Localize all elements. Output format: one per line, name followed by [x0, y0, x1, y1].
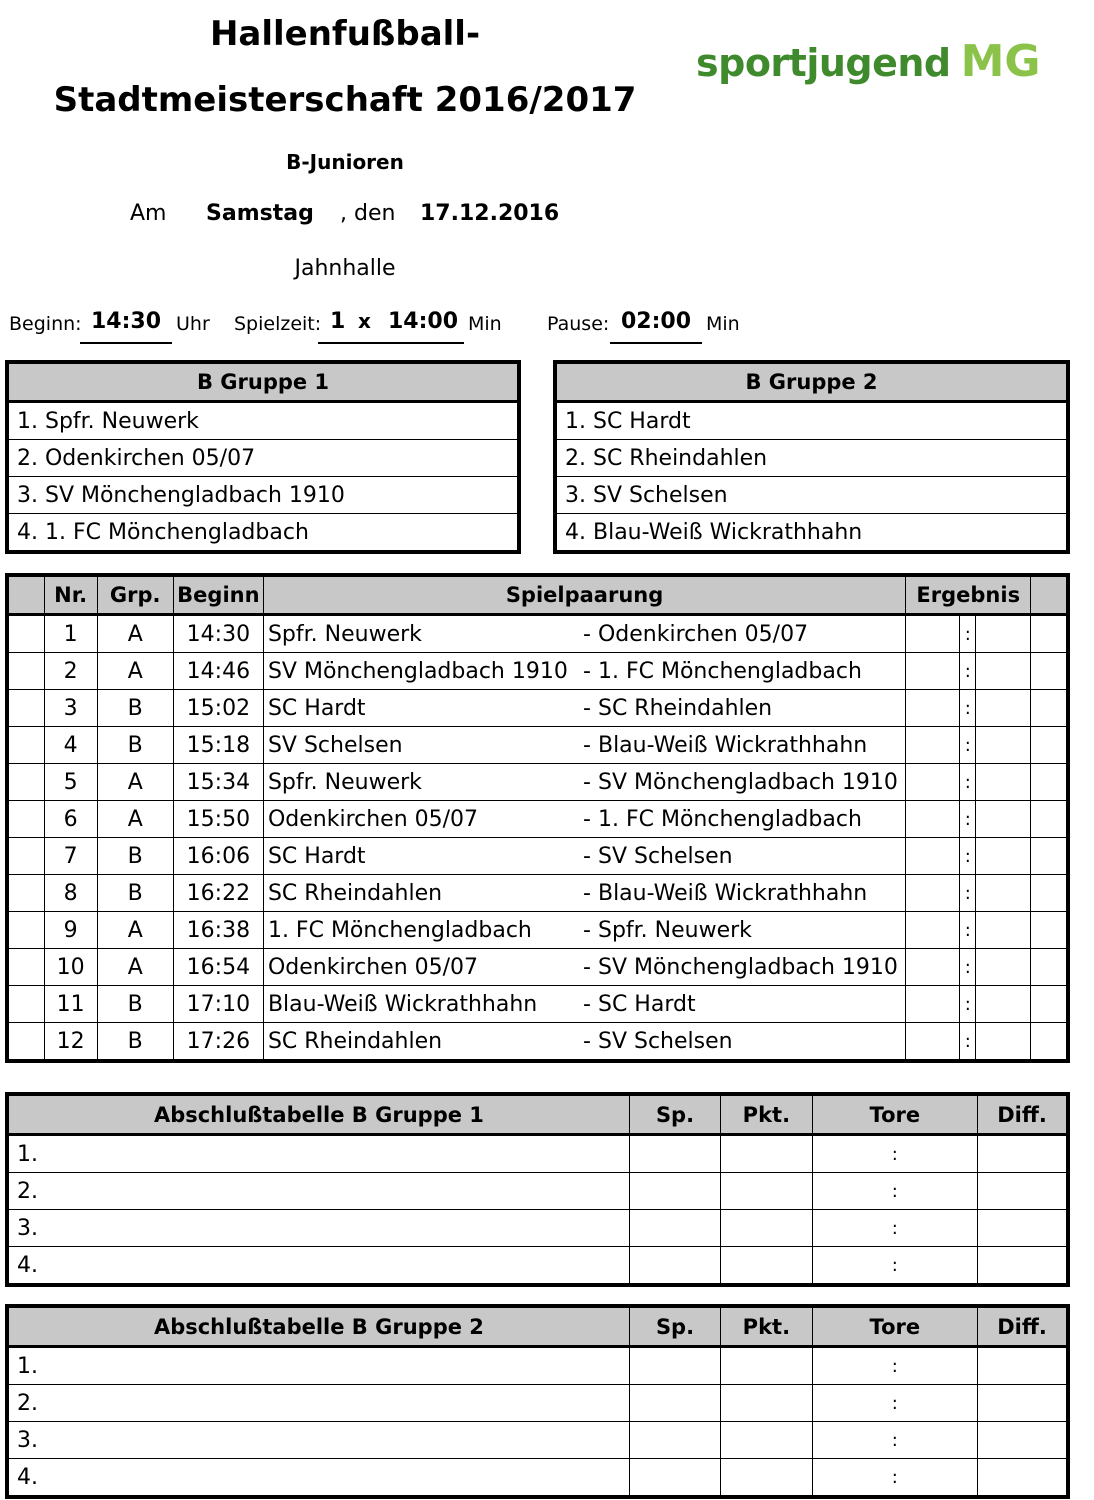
- final-table-1-col-sp: Sp.: [629, 1094, 720, 1135]
- result-home-field[interactable]: [906, 615, 960, 653]
- match-grp: A: [97, 764, 173, 801]
- page-title-line2: Stadtmeisterschaft 2016/2017: [53, 80, 637, 120]
- match-row: [7, 615, 1068, 653]
- match-nr: 6: [44, 801, 97, 838]
- match-blank-end: [1031, 801, 1068, 838]
- match-blank: [7, 801, 44, 838]
- group-1-team: 4. 1. FC Mönchengladbach: [7, 514, 519, 553]
- standings-sp-field[interactable]: [629, 1135, 720, 1173]
- match-away: - SC Rheindahlen: [579, 690, 906, 727]
- match-home: Spfr. Neuwerk: [263, 764, 579, 801]
- match-row: [7, 875, 1068, 912]
- playtime-x: x: [358, 309, 371, 333]
- standings-pkt-field[interactable]: [721, 1459, 812, 1498]
- date-mid: , den: [340, 201, 396, 226]
- result-away-field[interactable]: [976, 1023, 1031, 1062]
- match-time: 16:06: [173, 838, 263, 875]
- match-time: 15:34: [173, 764, 263, 801]
- standings-sp-field[interactable]: [629, 1385, 720, 1422]
- result-home-field[interactable]: [906, 801, 960, 838]
- match-grp: A: [97, 615, 173, 653]
- playtime-value: 14:00: [388, 309, 459, 334]
- match-away: - Blau-Weiß Wickrathhahn: [579, 875, 906, 912]
- match-nr: 12: [44, 1023, 97, 1062]
- match-time: 14:46: [173, 653, 263, 690]
- logo-mark: MG: [960, 36, 1041, 87]
- standings-row: [7, 1385, 1068, 1422]
- standings-row: [7, 1173, 1068, 1210]
- match-grp: B: [97, 690, 173, 727]
- group-2-team: 4. Blau-Weiß Wickrathhahn: [555, 514, 1068, 553]
- match-grp: A: [97, 801, 173, 838]
- standings-pkt-field[interactable]: [721, 1135, 812, 1173]
- match-home: SC Hardt: [263, 838, 579, 875]
- match-nr: 2: [44, 653, 97, 690]
- match-blank-end: [1031, 986, 1068, 1023]
- match-row: [7, 912, 1068, 949]
- match-home: SV Schelsen: [263, 727, 579, 764]
- standings-tore-separator: :: [812, 1247, 978, 1286]
- group-1-team: 2. Odenkirchen 05/07: [7, 440, 519, 477]
- group-1-team: 3. SV Mönchengladbach 1910: [7, 477, 519, 514]
- result-separator: :: [960, 838, 976, 875]
- standings-diff-field[interactable]: [978, 1135, 1068, 1173]
- standings-row: [7, 1459, 1068, 1498]
- standings-pkt-field[interactable]: [721, 1210, 812, 1247]
- match-row: [7, 690, 1068, 727]
- match-nr: 10: [44, 949, 97, 986]
- begin-label: Beginn:: [9, 313, 82, 335]
- match-blank: [7, 615, 44, 653]
- match-row: [7, 653, 1068, 690]
- final-table-2-title: Abschlußtabelle B Gruppe 2: [7, 1306, 629, 1347]
- result-away-field[interactable]: [976, 875, 1031, 912]
- playtime-field: [318, 308, 464, 344]
- date: 17.12.2016: [420, 201, 560, 226]
- result-separator: :: [960, 690, 976, 727]
- result-home-field[interactable]: [906, 690, 960, 727]
- playtime-unit: Min: [468, 313, 502, 335]
- group-2-team: 2. SC Rheindahlen: [555, 440, 1068, 477]
- match-blank: [7, 727, 44, 764]
- match-away: - SV Mönchengladbach 1910: [579, 949, 906, 986]
- final-table-2-col-sp: Sp.: [629, 1306, 720, 1347]
- schedule-header-grp: Grp.: [97, 575, 173, 615]
- result-away-field[interactable]: [976, 986, 1031, 1023]
- match-nr: 7: [44, 838, 97, 875]
- match-nr: 8: [44, 875, 97, 912]
- match-blank-end: [1031, 912, 1068, 949]
- standings-row: [7, 1210, 1068, 1247]
- match-away: - SC Hardt: [579, 986, 906, 1023]
- match-nr: 3: [44, 690, 97, 727]
- result-away-field[interactable]: [976, 801, 1031, 838]
- match-blank-end: [1031, 1023, 1068, 1062]
- standings-sp-field[interactable]: [629, 1347, 720, 1385]
- standings-row: [7, 1422, 1068, 1459]
- standings-sp-field[interactable]: [629, 1210, 720, 1247]
- group-1-team: 1. Spfr. Neuwerk: [7, 402, 519, 440]
- match-nr: 5: [44, 764, 97, 801]
- match-blank-end: [1031, 875, 1068, 912]
- match-nr: 11: [44, 986, 97, 1023]
- standings-diff-field[interactable]: [978, 1173, 1068, 1210]
- match-row: [7, 838, 1068, 875]
- group-2-team: 3. SV Schelsen: [555, 477, 1068, 514]
- pause-unit: Min: [706, 313, 740, 335]
- result-separator: :: [960, 912, 976, 949]
- match-nr: 4: [44, 727, 97, 764]
- standings-position: 3.: [7, 1422, 629, 1459]
- schedule-table: [5, 573, 1070, 1063]
- match-away: - 1. FC Mönchengladbach: [579, 653, 906, 690]
- match-blank-end: [1031, 690, 1068, 727]
- match-time: 15:50: [173, 801, 263, 838]
- match-blank-end: [1031, 949, 1068, 986]
- schedule-header-blank-end: [1031, 575, 1068, 615]
- match-away: - Odenkirchen 05/07: [579, 615, 906, 653]
- match-home: Odenkirchen 05/07: [263, 801, 579, 838]
- result-separator: :: [960, 986, 976, 1023]
- match-grp: B: [97, 1023, 173, 1062]
- result-home-field[interactable]: [906, 875, 960, 912]
- match-blank: [7, 764, 44, 801]
- result-home-field[interactable]: [906, 1023, 960, 1062]
- match-time: 15:18: [173, 727, 263, 764]
- standings-sp-field[interactable]: [629, 1247, 720, 1286]
- standings-sp-field[interactable]: [629, 1422, 720, 1459]
- result-home-field[interactable]: [906, 764, 960, 801]
- standings-diff-field[interactable]: [978, 1459, 1068, 1498]
- begin-unit: Uhr: [176, 313, 210, 335]
- result-home-field[interactable]: [906, 838, 960, 875]
- standings-position: 1.: [7, 1347, 629, 1385]
- final-table-2-col-pkt: Pkt.: [721, 1306, 812, 1347]
- group-1-table: [5, 360, 521, 554]
- group-2-table: [553, 360, 1070, 554]
- final-table-2-col-tore: Tore: [812, 1306, 978, 1347]
- logo-text: sportjugend: [696, 41, 951, 85]
- match-blank: [7, 986, 44, 1023]
- match-grp: B: [97, 986, 173, 1023]
- match-home: SC Hardt: [263, 690, 579, 727]
- result-away-field[interactable]: [976, 653, 1031, 690]
- playtime-label: Spielzeit:: [234, 313, 322, 335]
- date-prefix: Am: [130, 201, 167, 226]
- standings-tore-separator: :: [812, 1210, 978, 1247]
- match-home: SC Rheindahlen: [263, 875, 579, 912]
- standings-pkt-field[interactable]: [721, 1173, 812, 1210]
- standings-diff-field[interactable]: [978, 1385, 1068, 1422]
- result-home-field[interactable]: [906, 912, 960, 949]
- standings-pkt-field[interactable]: [721, 1422, 812, 1459]
- match-blank: [7, 838, 44, 875]
- match-blank: [7, 1023, 44, 1062]
- match-time: 14:30: [173, 615, 263, 653]
- match-nr: 9: [44, 912, 97, 949]
- begin-field: [80, 308, 172, 344]
- match-row: [7, 1023, 1068, 1062]
- final-table-2: [5, 1304, 1070, 1499]
- pause-field: [610, 308, 702, 344]
- match-time: 15:02: [173, 690, 263, 727]
- sportjugend-logo: [696, 36, 1041, 87]
- result-separator: :: [960, 764, 976, 801]
- match-blank: [7, 690, 44, 727]
- standings-diff-field[interactable]: [978, 1247, 1068, 1286]
- match-nr: 1: [44, 615, 97, 653]
- result-separator: :: [960, 949, 976, 986]
- match-blank-end: [1031, 764, 1068, 801]
- match-away: - SV Schelsen: [579, 1023, 906, 1062]
- begin-value: 14:30: [90, 309, 162, 334]
- match-away: - SV Schelsen: [579, 838, 906, 875]
- match-home: Spfr. Neuwerk: [263, 615, 579, 653]
- match-row: [7, 727, 1068, 764]
- standings-tore-separator: :: [812, 1135, 978, 1173]
- standings-position: 4.: [7, 1247, 629, 1286]
- standings-tore-separator: :: [812, 1459, 978, 1498]
- result-away-field[interactable]: [976, 838, 1031, 875]
- result-separator: :: [960, 727, 976, 764]
- standings-position: 2.: [7, 1385, 629, 1422]
- standings-pkt-field[interactable]: [721, 1347, 812, 1385]
- match-blank: [7, 653, 44, 690]
- result-away-field[interactable]: [976, 615, 1031, 653]
- match-blank: [7, 949, 44, 986]
- match-home: Odenkirchen 05/07: [263, 949, 579, 986]
- result-separator: :: [960, 801, 976, 838]
- weekday: Samstag: [206, 201, 314, 226]
- result-separator: :: [960, 615, 976, 653]
- final-table-1-title: Abschlußtabelle B Gruppe 1: [7, 1094, 629, 1135]
- standings-row: [7, 1347, 1068, 1385]
- match-time: 16:38: [173, 912, 263, 949]
- age-class: B-Junioren: [286, 150, 404, 174]
- standings-position: 2.: [7, 1173, 629, 1210]
- match-away: - SV Mönchengladbach 1910: [579, 764, 906, 801]
- pause-value: 02:00: [620, 309, 692, 334]
- result-away-field[interactable]: [976, 912, 1031, 949]
- final-table-1-col-diff: Diff.: [978, 1094, 1068, 1135]
- standings-diff-field[interactable]: [978, 1347, 1068, 1385]
- match-row: [7, 949, 1068, 986]
- standings-position: 1.: [7, 1135, 629, 1173]
- result-separator: :: [960, 653, 976, 690]
- standings-position: 4.: [7, 1459, 629, 1498]
- standings-pkt-field[interactable]: [721, 1247, 812, 1286]
- standings-diff-field[interactable]: [978, 1422, 1068, 1459]
- match-away: - 1. FC Mönchengladbach: [579, 801, 906, 838]
- result-away-field[interactable]: [976, 690, 1031, 727]
- match-time: 16:22: [173, 875, 263, 912]
- match-blank-end: [1031, 838, 1068, 875]
- venue: Jahnhalle: [294, 256, 396, 281]
- final-table-2-col-diff: Diff.: [978, 1306, 1068, 1347]
- match-away: - Spfr. Neuwerk: [579, 912, 906, 949]
- standings-sp-field[interactable]: [629, 1459, 720, 1498]
- schedule-header-blank: [7, 575, 44, 615]
- match-away: - Blau-Weiß Wickrathhahn: [579, 727, 906, 764]
- match-blank: [7, 912, 44, 949]
- match-home: Blau-Weiß Wickrathhahn: [263, 986, 579, 1023]
- standings-pkt-field[interactable]: [721, 1385, 812, 1422]
- result-home-field[interactable]: [906, 949, 960, 986]
- standings-tore-separator: :: [812, 1422, 978, 1459]
- standings-position: 3.: [7, 1210, 629, 1247]
- standings-sp-field[interactable]: [629, 1173, 720, 1210]
- final-table-1-col-tore: Tore: [812, 1094, 978, 1135]
- match-blank-end: [1031, 615, 1068, 653]
- result-home-field[interactable]: [906, 727, 960, 764]
- match-grp: B: [97, 875, 173, 912]
- match-time: 17:26: [173, 1023, 263, 1062]
- match-grp: B: [97, 727, 173, 764]
- result-away-field[interactable]: [976, 949, 1031, 986]
- match-home: SV Mönchengladbach 1910: [263, 653, 579, 690]
- match-grp: A: [97, 949, 173, 986]
- schedule-header-pairing: Spielpaarung: [263, 575, 905, 615]
- group-1-title: B Gruppe 1: [7, 362, 519, 402]
- match-time: 17:10: [173, 986, 263, 1023]
- match-home: 1. FC Mönchengladbach: [263, 912, 579, 949]
- final-table-1-col-pkt: Pkt.: [721, 1094, 812, 1135]
- pause-label: Pause:: [547, 313, 610, 335]
- page-title-line1: Hallenfußball-: [209, 14, 481, 54]
- schedule-header-nr: Nr.: [44, 575, 97, 615]
- group-2-title: B Gruppe 2: [555, 362, 1068, 402]
- match-blank: [7, 875, 44, 912]
- result-home-field[interactable]: [906, 653, 960, 690]
- match-blank-end: [1031, 653, 1068, 690]
- standings-row: [7, 1247, 1068, 1286]
- playtime-count: 1: [330, 309, 346, 334]
- result-home-field[interactable]: [906, 986, 960, 1023]
- match-blank-end: [1031, 727, 1068, 764]
- group-2-team: 1. SC Hardt: [555, 402, 1068, 440]
- match-grp: A: [97, 653, 173, 690]
- match-grp: A: [97, 912, 173, 949]
- match-row: [7, 986, 1068, 1023]
- match-home: SC Rheindahlen: [263, 1023, 579, 1062]
- standings-tore-separator: :: [812, 1347, 978, 1385]
- result-separator: :: [960, 1023, 976, 1062]
- schedule-header-begin: Beginn: [173, 575, 263, 615]
- match-grp: B: [97, 838, 173, 875]
- standings-tore-separator: :: [812, 1173, 978, 1210]
- result-away-field[interactable]: [976, 727, 1031, 764]
- match-time: 16:54: [173, 949, 263, 986]
- match-row: [7, 764, 1068, 801]
- result-separator: :: [960, 875, 976, 912]
- standings-row: [7, 1135, 1068, 1173]
- standings-tore-separator: :: [812, 1385, 978, 1422]
- result-away-field[interactable]: [976, 764, 1031, 801]
- final-table-1: [5, 1092, 1070, 1287]
- match-row: [7, 801, 1068, 838]
- standings-diff-field[interactable]: [978, 1210, 1068, 1247]
- schedule-header-result: Ergebnis: [906, 575, 1031, 615]
